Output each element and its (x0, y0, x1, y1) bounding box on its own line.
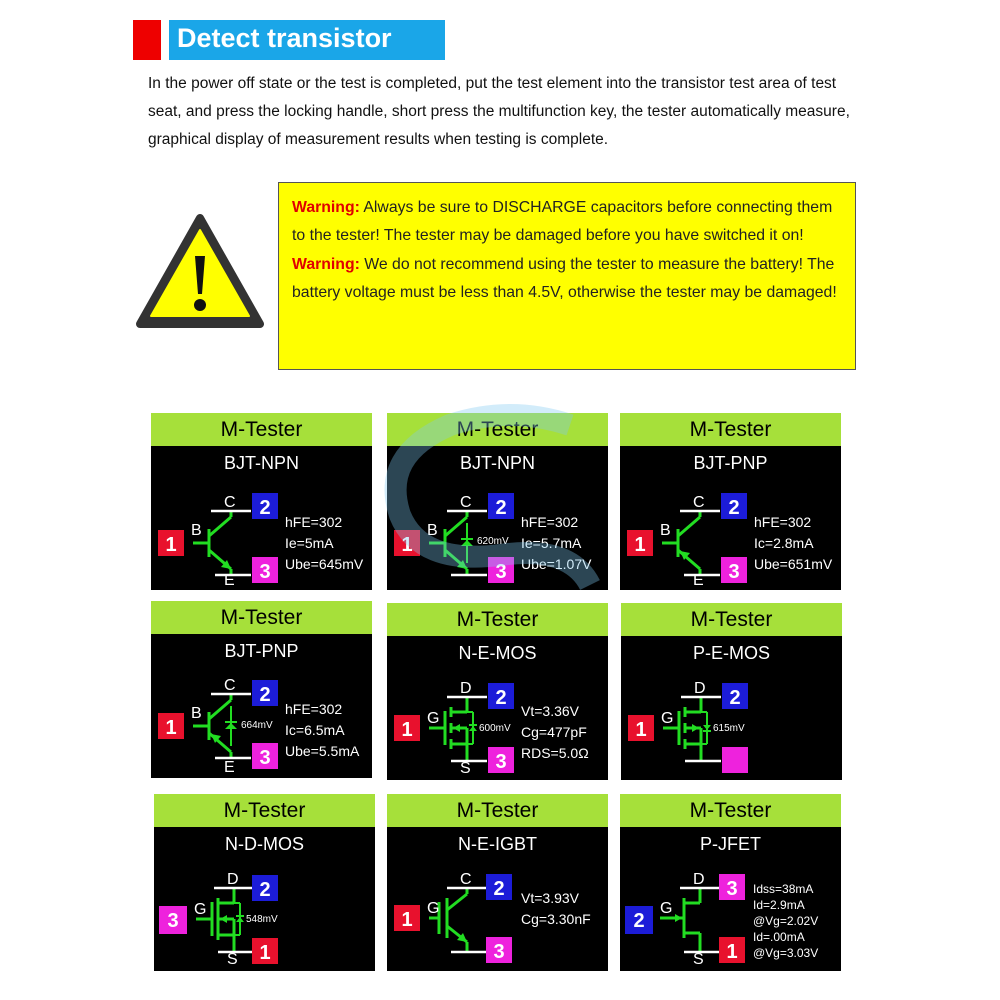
pin-letter: B (191, 705, 202, 722)
diode-voltage: 664mV (241, 720, 273, 731)
pin-letter: G (661, 710, 674, 727)
readout-line: hFE=302 (521, 514, 579, 530)
pin-letter: B (660, 522, 671, 539)
pin-letter: E (693, 572, 704, 589)
readout-line: Id=2.9mA (753, 898, 805, 912)
panel-component-type: BJT-NPN (459, 453, 535, 473)
tester-panel-nemos (387, 603, 608, 780)
readout-line: Ube=651mV (754, 556, 833, 572)
measurement-readout (521, 701, 589, 764)
panel-title: M-Tester (151, 601, 372, 634)
readout-line: Idss=38mA (753, 882, 814, 896)
warning-text: Always be sure to DISCHARGE capacitors before connecting them to the tester! The tester may be damaged before you have switched it on! (292, 199, 833, 245)
panel-title: M-Tester (621, 603, 842, 636)
pin-number: 2 (259, 684, 271, 706)
panel-component-type: N-E-IGBT (458, 834, 537, 854)
measurement-readout (753, 881, 818, 961)
pin-letter: C (693, 494, 705, 511)
pin-number: 3 (493, 941, 505, 963)
readout-line: Cg=477pF (521, 724, 587, 740)
diode-voltage: 548mV (246, 914, 278, 925)
diode-voltage: 620mV (477, 536, 509, 547)
readout-line: Ube=5.5mA (285, 743, 360, 759)
readout-line: Ie=5.7mA (521, 535, 582, 551)
measurement-readout (285, 699, 359, 762)
tester-panel-igbt (387, 794, 608, 971)
tester-panel-pnp-2 (151, 601, 372, 778)
readout-line: Vt=3.93V (521, 890, 579, 906)
pin-letter: B (427, 522, 438, 539)
tester-panel-pnp-1 (620, 413, 841, 590)
pin-letter: D (693, 871, 705, 888)
diode-voltage: 615mV (713, 723, 745, 734)
pin-number: 1 (165, 717, 177, 739)
pin-letter: G (427, 900, 440, 917)
measurement-readout (754, 512, 832, 575)
measurement-readout (285, 512, 363, 575)
warning-2 (292, 251, 845, 308)
pin-number: 3 (726, 878, 738, 900)
pin-number: 1 (259, 942, 271, 964)
warning-box (278, 182, 856, 370)
pin-number: 3 (259, 561, 271, 583)
panel-title: M-Tester (154, 794, 375, 827)
readout-line: Ic=2.8mA (754, 535, 814, 551)
pin-letter: C (224, 677, 236, 694)
panel-title: M-Tester (387, 794, 608, 827)
pin-number: 3 (259, 747, 271, 769)
pin-number: 1 (634, 534, 646, 556)
pin-letter: E (224, 759, 235, 776)
panel-component-type: BJT-NPN (223, 453, 299, 473)
pin-number: 2 (493, 878, 505, 900)
pin-letter: S (460, 760, 471, 777)
panel-component-type: P-JFET (700, 834, 761, 854)
pin-letter: G (660, 900, 673, 917)
pin-letter: E (224, 572, 235, 589)
panel-title: M-Tester (151, 413, 372, 446)
panel-component-type: BJT-PNP (693, 453, 768, 473)
pin-letter: S (227, 951, 238, 968)
readout-line: hFE=302 (285, 514, 343, 530)
pin-number: 3 (495, 751, 507, 773)
warning-text: We do not recommend using the tester to measure the battery! The battery voltage must be less than 4.5V, otherwise the tester may be damaged! (292, 255, 837, 302)
readout-line: Cg=3.30nF (521, 911, 591, 927)
tester-panel-jfet (620, 794, 841, 971)
pin-number: 1 (165, 534, 177, 556)
tester-panel-npn-1 (151, 413, 372, 590)
readout-line: hFE=302 (285, 701, 343, 717)
panel-component-type: N-E-MOS (458, 643, 537, 663)
pin-letter: D (694, 680, 706, 697)
pin-letter: G (427, 710, 440, 727)
diode-voltage: 600mV (479, 723, 511, 734)
pin-number: 3 (728, 561, 740, 583)
pin-number: 2 (633, 910, 645, 932)
warning-label: Warning: (292, 199, 360, 216)
pin-letter: D (227, 871, 239, 888)
pin-number: 1 (401, 534, 413, 556)
readout-line: RDS=5.0Ω (521, 745, 589, 761)
mosfet-p-symbol (621, 603, 842, 780)
pin-number: 2 (259, 879, 271, 901)
readout-line: hFE=302 (754, 514, 812, 530)
pin-number: 1 (635, 719, 647, 741)
measurement-readout (521, 888, 591, 930)
pin-number: 1 (401, 719, 413, 741)
pin-letter: G (194, 901, 207, 918)
panel-component-type: N-D-MOS (225, 834, 304, 854)
tester-panel-npn-2 (387, 413, 608, 590)
header-red-block (133, 20, 161, 60)
pin-letter: D (460, 680, 472, 697)
pin-letter: B (191, 522, 202, 539)
readout-line: Ube=1.07V (521, 556, 592, 572)
intro-paragraph: In the power off state or the test is completed, put the test element into the transistor test area of test seat, and press the locking handle, short press the multifunction key, the tester automatically measure, graphical display of measurement results when testing is complete. (148, 75, 850, 148)
panel-title: M-Tester (387, 603, 608, 636)
pin-number: 1 (726, 941, 738, 963)
panel-title: M-Tester (620, 413, 841, 446)
panel-title: M-Tester (620, 794, 841, 827)
readout-line: Ie=5mA (285, 535, 334, 551)
readout-line: Ic=6.5mA (285, 722, 345, 738)
pin-letter: C (460, 871, 472, 888)
panel-component-type: P-E-MOS (692, 643, 770, 663)
pin-number: 1 (401, 909, 413, 931)
igbt-symbol (387, 794, 608, 971)
warning-label: Warning: (292, 255, 360, 273)
pin-number: 2 (495, 687, 507, 709)
pin-letter: C (224, 494, 236, 511)
readout-line: @Vg=3.03V (753, 946, 819, 960)
pin-letter: S (693, 951, 704, 968)
measurement-readout (521, 512, 591, 575)
readout-line: @Vg=2.02V (753, 914, 819, 928)
pin-number: 2 (259, 497, 271, 519)
pin-letter: C (460, 494, 472, 511)
section-title: Detect transistor (177, 23, 392, 53)
pin-number: 3 (167, 910, 179, 932)
pin-number: 2 (495, 497, 507, 519)
readout-line: Vt=3.36V (521, 703, 579, 719)
readout-line: Id=.00mA (753, 930, 805, 944)
panel-component-type: BJT-PNP (224, 641, 299, 661)
tester-panel-pemos (621, 603, 842, 780)
panel-title: M-Tester (387, 413, 608, 446)
readout-line: Ube=645mV (285, 556, 364, 572)
warning-1 (292, 194, 845, 251)
pin-number: 3 (495, 561, 507, 583)
tester-panel-ndmos (154, 794, 375, 971)
mosfet-depletion-symbol (154, 794, 375, 971)
pin-number: 2 (728, 497, 740, 519)
warning-icon (135, 212, 265, 334)
pin-number: 2 (729, 687, 741, 709)
